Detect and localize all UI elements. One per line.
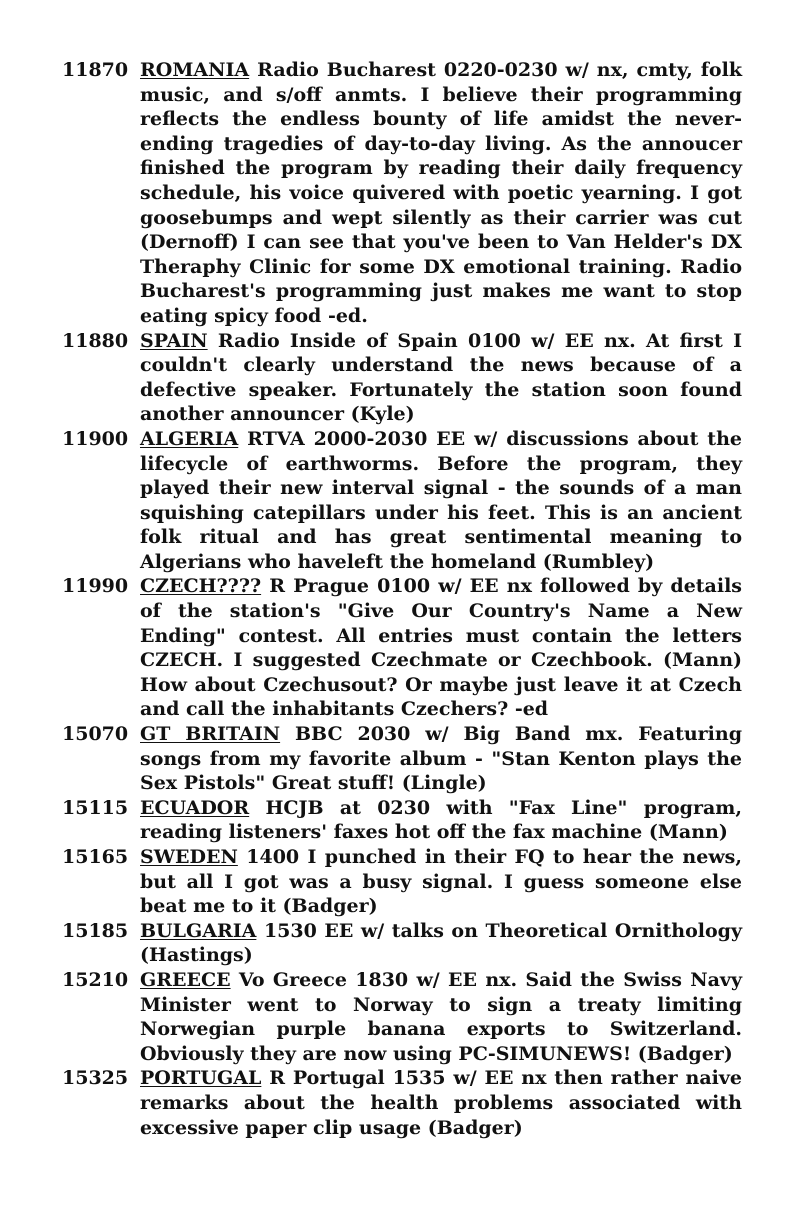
frequency: 11990 bbox=[62, 575, 129, 598]
log-entry bbox=[62, 845, 742, 919]
entry-text: BBC 2030 w/ Big Band mx. Featuring songs from my favorite album - "Stan Kenton plays the Sex Pistols" Great stuff! (Lingle) bbox=[140, 723, 742, 795]
frequency: 15165 bbox=[62, 846, 129, 868]
log-entry bbox=[62, 1066, 742, 1140]
log-entry bbox=[62, 796, 742, 845]
country-name: ECUADOR bbox=[140, 796, 250, 819]
frequency: 11900 bbox=[62, 427, 129, 450]
entry-text: RTVA 2000-2030 EE w/ discussions about the lifecycle of earthworms. Before the program, they played their new interval signal - the sounds of a man squishing catepillars under his feet. This is an ancient folk ritual and has great sentimental meaning to Algerians who haveleft the homeland (Rumbley) bbox=[140, 427, 742, 573]
loggings-list bbox=[62, 58, 742, 1140]
entry-text: HCJB at 0230 with "Fax Line" program, reading listeners' faxes hot off the fax machine (Mann) bbox=[140, 796, 742, 844]
log-entry bbox=[62, 427, 742, 575]
country-name: SPAIN bbox=[140, 329, 208, 352]
country-name: CZECH???? bbox=[140, 575, 262, 598]
country-name: ALGERIA bbox=[140, 427, 239, 450]
frequency: 15070 bbox=[62, 723, 129, 746]
entry-text: Radio Inside of Spain 0100 w/ EE nx. At first I couldn't clearly understand the news because of a defective speaker. Fortunately the station soon found another announcer (Kyle) bbox=[140, 329, 742, 426]
log-entry bbox=[62, 574, 742, 722]
log-entry bbox=[62, 329, 742, 427]
frequency: 15325 bbox=[62, 1067, 129, 1090]
frequency: 15115 bbox=[62, 796, 129, 819]
entry-text: Radio Bucharest 0220-0230 w/ nx, cmty, folk music, and s/off anmts. I believe their programming reflects the endless bounty of life amidst the never-ending tragedies of day-to-day living. As the annoucer finished the program by reading their daily frequency schedule, his voice quivered with poetic yearning. I got goosebumps and wept silently as their carrier was cut (Dernoff) I can see that you've been to Van Helder's DX Theraphy Clinic for some DX emotional training. Radio Bucharest's programming just makes me want to stop eating spicy food -ed. bbox=[140, 59, 742, 327]
log-entry bbox=[62, 722, 742, 796]
frequency: 11880 bbox=[62, 329, 129, 352]
country-name: PORTUGAL bbox=[140, 1067, 262, 1090]
log-entry bbox=[62, 919, 742, 968]
log-entry bbox=[62, 58, 742, 329]
country-name: GT BRITAIN bbox=[140, 723, 281, 746]
entry-text: R Portugal 1535 w/ EE nx then rather naive remarks about the health problems associated with excessive paper clip usage (Badger) bbox=[140, 1067, 743, 1139]
log-entry bbox=[62, 968, 742, 1066]
entry-text: Vo Greece 1830 w/ EE nx. Said the Swiss Navy Minister went to Norway to sign a treaty limiting Norwegian purple banana exports to Switzerland. Obviously they are now using PC-SIMUNEWS! (Badger) bbox=[140, 968, 742, 1065]
country-name: ROMANIA bbox=[140, 59, 250, 81]
country-name: GREECE bbox=[140, 968, 231, 991]
entry-text: R Prague 0100 w/ EE nx followed by details of the station's "Give Our Country's Name a New Ending" contest. All entries must contain the letters CZECH. I suggested Czechmate or Czechbook. (Mann) How about Czechusout? Or maybe just leave it at Czech and call the inhabitants Czechers? -ed bbox=[140, 575, 743, 721]
country-name: BULGARIA bbox=[140, 919, 257, 942]
entry-text: 1400 I punched in their FQ to hear the news, but all I got was a busy signal. I guess someone else beat me to it (Badger) bbox=[140, 846, 742, 918]
country-name: SWEDEN bbox=[140, 846, 238, 868]
frequency: 15185 bbox=[62, 919, 129, 942]
frequency: 15210 bbox=[62, 968, 129, 991]
frequency: 11870 bbox=[62, 59, 129, 81]
entry-text: 1530 EE w/ talks on Theoretical Ornithology (Hastings) bbox=[140, 919, 742, 967]
